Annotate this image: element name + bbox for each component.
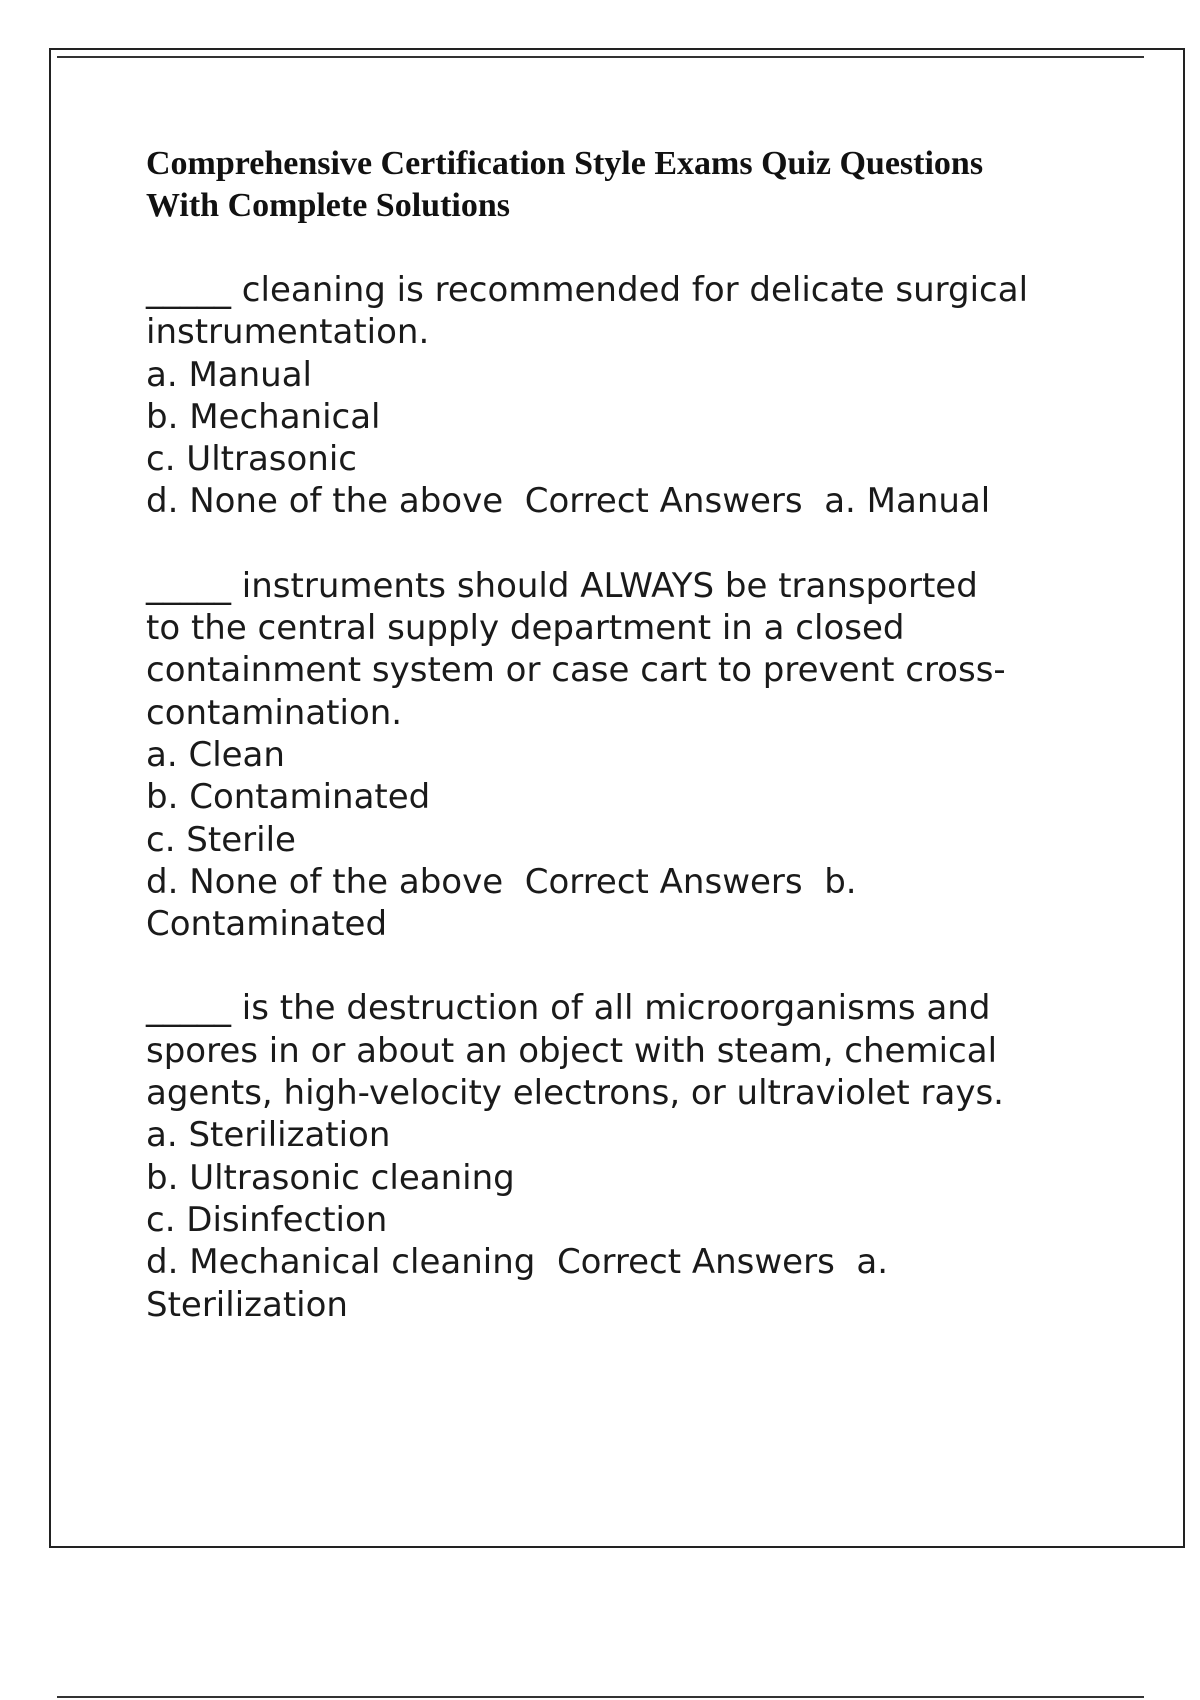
option-a: a. Clean: [146, 734, 285, 775]
option-a: a. Manual: [146, 354, 312, 395]
question-stem-line: _____ is the destruction of all microorganisms and: [146, 988, 991, 1029]
top-rule: [57, 56, 1144, 58]
option-c: c. Sterile: [146, 819, 296, 860]
correct-answer-continuation: Sterilization: [146, 1284, 348, 1325]
option-b: b. Contaminated: [146, 777, 431, 818]
option-c: c. Disinfection: [146, 1199, 388, 1240]
option-c: c. Ultrasonic: [146, 439, 357, 480]
bottom-rule: [57, 1696, 1144, 1698]
option-a: a. Sterilization: [146, 1115, 391, 1156]
question-stem-line: to the central supply department in a closed: [146, 608, 905, 649]
question-2: [146, 565, 1106, 946]
option-b: b. Mechanical: [146, 396, 381, 437]
question-stem-line: agents, high-velocity electrons, or ultraviolet rays.: [146, 1073, 1004, 1114]
question-stem-line: contamination.: [146, 692, 403, 733]
option-d-with-correct-answer: d. Mechanical cleaning Correct Answers a.: [146, 1242, 889, 1283]
question-stem-line: containment system or case cart to prevent cross-: [146, 650, 1006, 691]
document-title: [146, 143, 1106, 227]
correct-answer-continuation: Contaminated: [146, 904, 388, 945]
question-stem-line: instrumentation.: [146, 312, 430, 353]
question-stem-line: _____ instruments should ALWAYS be transported: [146, 565, 978, 606]
question-1: [146, 269, 1106, 523]
question-stem-line: _____ cleaning is recommended for delicate surgical: [146, 270, 1029, 310]
title-line-2: With Complete Solutions: [146, 187, 510, 224]
document-body: [146, 143, 1106, 1368]
option-b: b. Ultrasonic cleaning: [146, 1157, 515, 1198]
question-3: [146, 987, 1106, 1325]
question-stem-line: spores in or about an object with steam, chemical: [146, 1030, 998, 1071]
option-d-with-correct-answer: d. None of the above Correct Answers a. Manual: [146, 481, 991, 522]
title-line-1: Comprehensive Certification Style Exams Quiz Questions: [146, 145, 984, 182]
option-d-with-correct-answer: d. None of the above Correct Answers b.: [146, 861, 857, 902]
